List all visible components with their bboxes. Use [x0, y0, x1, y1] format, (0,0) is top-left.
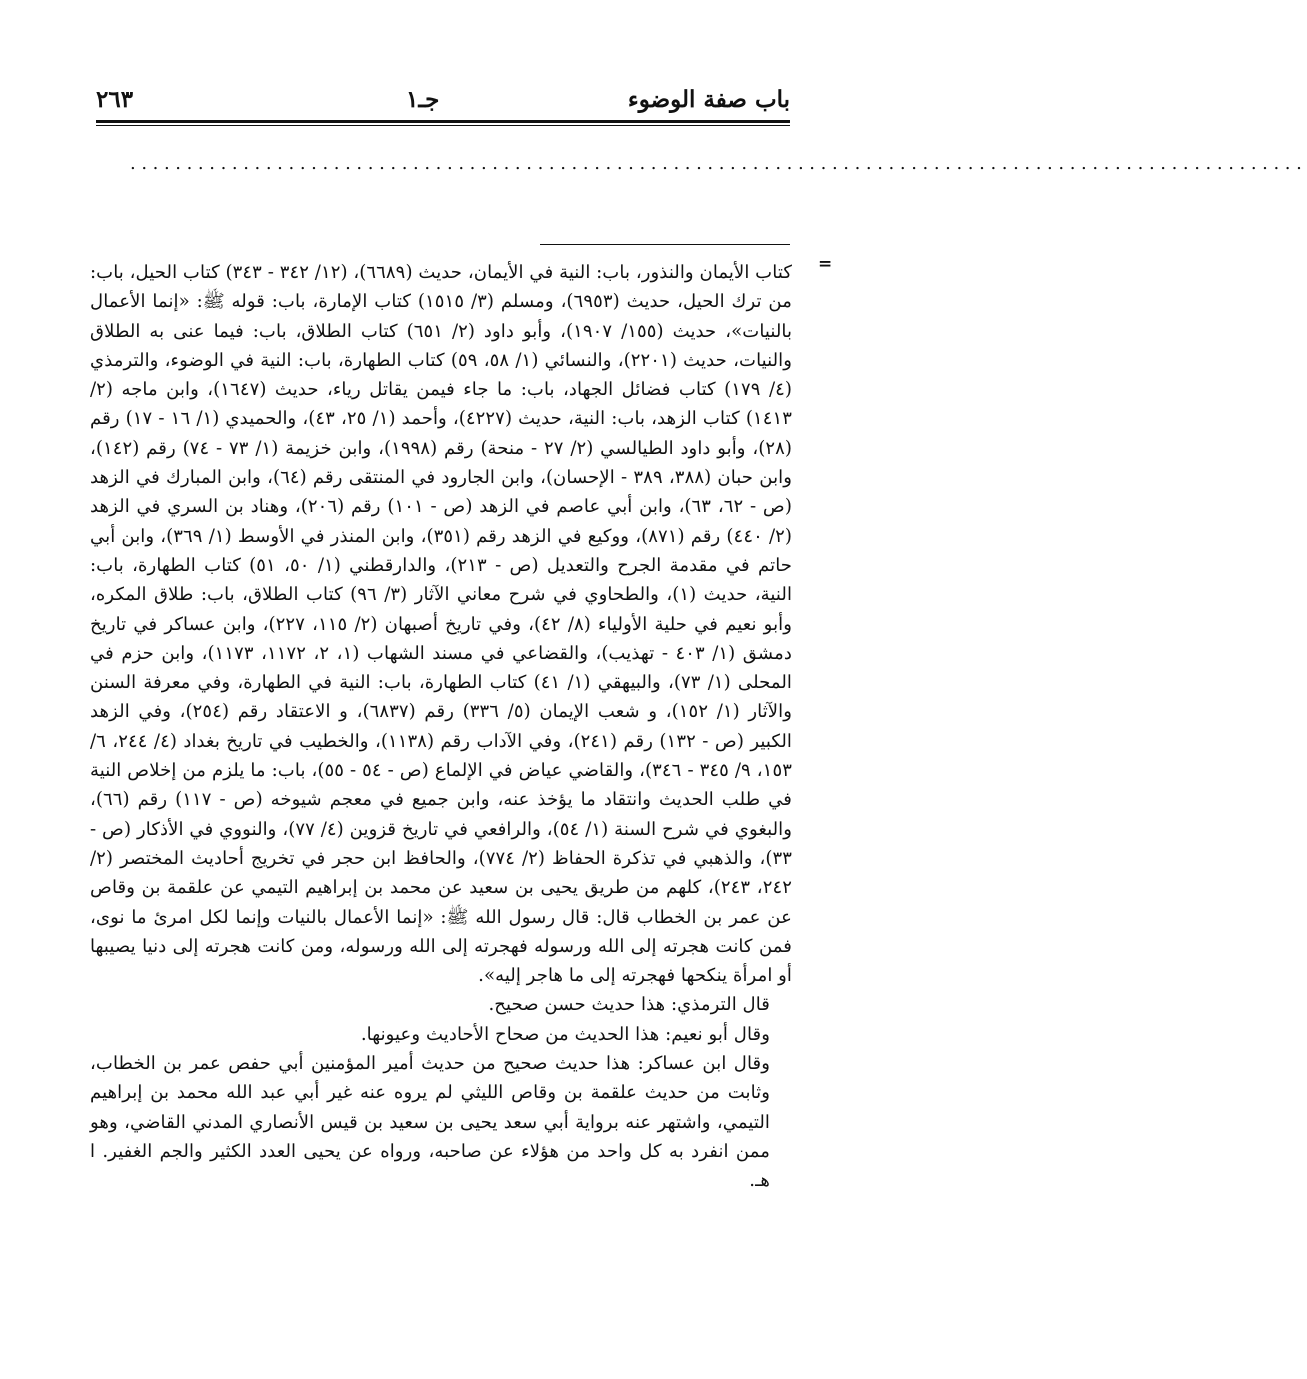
page-number: ٢٦٣ — [96, 86, 134, 113]
footnote-continuation-marker: = — [818, 254, 833, 274]
footnote-paragraph-takhrij: كتاب الأيمان والنذور، باب: النية في الأيمان، حديث (٦٦٨٩)، (١٢/ ٣٤٢ - ٣٤٣) كتاب الحيل، باب: من ترك الحيل، حديث (٦٩٥٣)، ومسلم (٣/ ١٥١٥) كتاب الإمارة، باب: قوله ﷺ: «إنما الأعمال بالنيات»، حديث (١٥٥/ ١٩٠٧)، وأبو داود (٢/ ٦٥١) كتاب الطلاق، باب: فيما عنى به الطلاق والنيات، حديث (٢٢٠١)، والنسائي (١/ ٥٨، ٥٩) كتاب الطهارة، باب: النية في الوضوء، والترمذي (٤/ ١٧٩) كتاب فضائل الجهاد، باب: ما جاء فيمن يقاتل رياء، حديث (١٦٤٧)، وابن ماجه (٢/ ١٤١٣) كتاب الزهد، باب: النية، حديث (٤٢٢٧)، وأحمد (١/ ٢٥، ٤٣)، والحميدي (١/ ١٦ - ١٧) رقم (٢٨)، وأبو داود الطيالسي (٢/ ٢٧ - منحة) رقم (١٩٩٨)، وابن خزيمة (١/ ٧٣ - ٧٤) رقم (١٤٢)، وابن حبان (٣٨٨، ٣٨٩ - الإحسان)، وابن الجارود في المنتقى رقم (٦٤)، وابن المبارك في الزهد (ص - ٦٢، ٦٣)، وابن أبي عاصم في الزهد (ص - ١٠١) رقم (٢٠٦)، وهناد بن السري في الزهد (٢/ ٤٤٠) رقم (٨٧١)، ووكيع في الزهد رقم (٣٥١)، وابن المنذر في الأوسط (١/ ٣٦٩)، وابن أبي حاتم في مقدمة الجرح والتعديل (ص - ٢١٣)، والدارقطني (١/ ٥٠، ٥١) كتاب الطهارة، باب: النية، حديث (١)، والطحاوي في شرح معاني الآثار (٣/ ٩٦) كتاب الطلاق، باب: طلاق المكره، وأبو نعيم في حلية الأولياء (٨/ ٤٢)، وفي تاريخ أصبهان (٢/ ١١٥، ٢٢٧)، وابن عساكر في تاريخ دمشق (١/ ٤٠٣ - تهذيب)، والقضاعي في مسند الشهاب (١، ٢، ١١٧٢، ١١٧٣)، وابن حزم في المحلى (١/ ٧٣)، والبيهقي (١/ ٤١) كتاب الطهارة، باب: النية في الطهارة، وفي معرفة السنن والآثار (١/ ١٥٢)، و شعب الإيمان (٥/ ٣٣٦) رقم (٦٨٣٧)، و الاعتقاد رقم (٢٥٤)، وفي الزهد الكبير (ص - ١٣٢) رقم (٢٤١)، وفي الآداب رقم (١١٣٨)، والخطيب في تاريخ بغداد (٤/ ٢٤٤، ٦/ ١٥٣، ٩/ ٣٤٥ - ٣٤٦)، والقاضي عياض في الإلماع (ص - ٥٤ - ٥٥)، باب: ما يلزم من إخلاص النية في طلب الحديث وانتقاد ما يؤخذ عنه، وابن جميع في معجم شيوخه (ص - ١١٧) رقم (٦٦)، والبغوي في شرح السنة (١/ ٥٤)، والرافعي في تاريخ قزوين (٤/ ٧٧)، والنووي في الأذكار (ص - ٣٣)، والذهبي في تذكرة الحفاظ (٢/ ٧٧٤)، والحافظ ابن حجر في تخريج أحاديث المختصر (٢/ ٢٤٢، ٢٤٣)، كلهم من طريق يحيى بن سعيد عن محمد بن إبراهيم التيمي عن علقمة بن وقاص عن عمر بن الخطاب قال: قال رسول الله ﷺ: «إنما الأعمال بالنيات وإنما لكل امرئ ما نوى، فمن كانت هجرته إلى الله ورسوله فهجرته إلى الله ورسوله، ومن كانت هجرته إلى دنيا يصيبها أو امرأة ينكحها فهجرته إلى ما هاجر إليه». — [90, 262, 793, 987]
volume-label: جـ١ — [406, 86, 440, 113]
running-header — [96, 84, 790, 116]
footnote-paragraph-abu-nuaym: وقال أبو نعيم: هذا الحديث من صحاح الأحاديث وعيونها. — [360, 1023, 770, 1045]
header-rule-thin — [96, 125, 790, 126]
chapter-title: باب صفة الوضوء — [627, 86, 790, 113]
footnote-rule — [540, 244, 790, 245]
header-rule-thick — [96, 120, 790, 123]
footnote-body — [90, 258, 792, 1196]
footnote-paragraph-ibn-asakir: وقال ابن عساكر: هذا حديث صحيح من حديث أمير المؤمنين أبي حفص عمر بن الخطاب، وثابت من حديث علقمة بن وقاص الليثي لم يروه عنه غير أبي عبد الله محمد بن إبراهيم التيمي، واشتهر عنه برواية أبي سعد يحيى بن سعيد بن قيس الأنصاري المدني القاضي، وهو ممن انفرد به كل واحد من هؤلاء عن صاحبه، ورواه عن يحيى العدد الكثير والجم الغفير. ا هـ. — [90, 1053, 770, 1192]
dotted-separator: ........................................................................................................ — [130, 153, 1307, 174]
footnote-paragraph-tirmidhi: قال الترمذي: هذا حديث حسن صحيح. — [488, 994, 770, 1016]
